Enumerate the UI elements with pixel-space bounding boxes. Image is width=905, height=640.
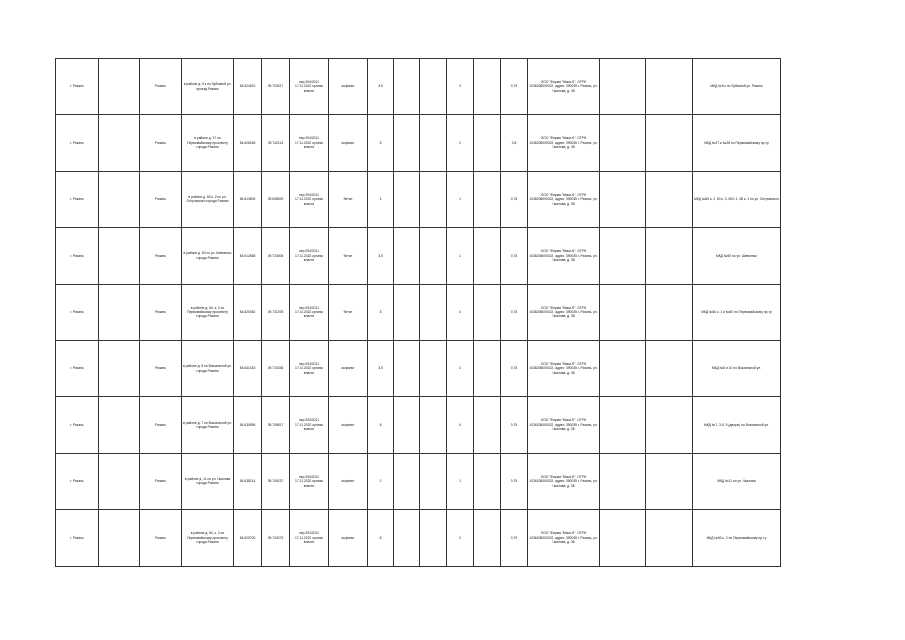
cell-lat: 54.628248 xyxy=(234,115,262,171)
table-row xyxy=(56,510,781,566)
cell-surface: бетон xyxy=(329,284,368,340)
cell-lon: 39.710336 xyxy=(262,340,290,396)
cell-empty xyxy=(99,59,140,115)
cell-empty xyxy=(600,340,646,396)
cell-empty xyxy=(600,171,646,227)
cell-empty xyxy=(420,340,447,396)
cell-empty xyxy=(420,171,447,227)
cell-empty xyxy=(420,397,447,453)
cell-empty xyxy=(99,171,140,227)
cell-empty xyxy=(646,397,693,453)
table-row xyxy=(56,284,781,340)
container-sites-register-table xyxy=(55,58,781,567)
cell-lat: 54.630895 xyxy=(234,397,262,453)
cell-empty xyxy=(420,453,447,509)
cell-empty xyxy=(600,284,646,340)
cell-empty xyxy=(646,115,693,171)
cell-volume: 0,8 xyxy=(501,115,528,171)
cell-volume: 0,75 xyxy=(501,397,528,453)
cell-surface: асфальт xyxy=(329,115,368,171)
cell-address: в районе д. 60, к. 2 по Первомайскому проспекту города Рязани xyxy=(182,284,234,340)
cell-empty xyxy=(474,228,501,284)
cell-empty xyxy=(99,115,140,171)
cell-decision: пер.294/2011 17.11.2022 органы власти xyxy=(290,59,329,115)
cell-empty xyxy=(474,59,501,115)
cell-lon: 39.743275 xyxy=(262,510,290,566)
table-row xyxy=(56,115,781,171)
cell-city: г. Рязань xyxy=(56,59,99,115)
cell-lon: 39.742114 xyxy=(262,115,290,171)
cell-decision: пер.294/2011 17.11.2022 органы власти xyxy=(290,228,329,284)
cell-decision: пер.294/2011 17.11.2022 органы власти xyxy=(290,340,329,396)
cell-city: г. Рязань xyxy=(56,340,99,396)
cell-address: в районе д. 50 по ул. Шевченко города Рязани xyxy=(182,228,234,284)
cell-lat: 54.620700 xyxy=(234,510,262,566)
cell-source: МКД №60 к. 2, 60 к. 3, 60/1 1, 58 к. 1 по ул. Островского xyxy=(693,171,781,227)
cell-empty xyxy=(420,284,447,340)
table-body xyxy=(56,59,781,567)
cell-address: в районе д. 5 к по Зубковой ул. проезд Рязань xyxy=(182,59,234,115)
cell-empty xyxy=(394,340,420,396)
cell-operator: ООО "Фирма "Мика-Н", ОГРН 1036208000022, адрес: 390035 г. Рязань, ул. Чкалова, д. 38 xyxy=(528,453,600,509)
cell-decision: пер.294/2011 17.11.2022 органы власти xyxy=(290,284,329,340)
table-row xyxy=(56,453,781,509)
cell-surface: асфальт xyxy=(329,510,368,566)
cell-address: в районе д. 27 по Первомайскому проспекту города Рязани xyxy=(182,115,234,171)
cell-lon: 39.723406 xyxy=(262,228,290,284)
cell-empty xyxy=(394,284,420,340)
cell-source: МКД №8 и 10 по Вокзальной ул. xyxy=(693,340,781,396)
cell-empty xyxy=(99,340,140,396)
cell-operator: ООО "Фирма "Мика-Н", ОГРН 1036208000022, адрес: 390035 г. Рязань, ул. Чкалова, д. 38 xyxy=(528,340,600,396)
cell-decision: пер.294/2011 17.11.2022 органы власти xyxy=(290,171,329,227)
cell-empty xyxy=(600,115,646,171)
cell-source: МКД №60 к. 2 по Первомайскому пр-ту xyxy=(693,510,781,566)
cell-surface: асфальт xyxy=(329,453,368,509)
cell-locality: Рязань xyxy=(140,397,182,453)
cell-operator: ООО "Фирма "Мика-Н", ОГРН 1036208000022, адрес: 390035 г. Рязань, ул. Чкалова, д. 38 xyxy=(528,510,600,566)
cell-surface: асфальт xyxy=(329,340,368,396)
cell-area: 8 xyxy=(368,284,394,340)
cell-containers: 2 xyxy=(447,510,474,566)
cell-empty xyxy=(646,171,693,227)
cell-empty xyxy=(394,171,420,227)
cell-source: МКД №7, 3-5, 9 (дворы) по Вокзальной ул. xyxy=(693,397,781,453)
cell-operator: ООО "Фирма "Мика-Н", ОГРН 1036208000022, адрес: 390035 г. Рязань, ул. Чкалова, д. 38 xyxy=(528,171,600,227)
cell-area: 3,5 xyxy=(368,340,394,396)
cell-locality: Рязань xyxy=(140,115,182,171)
table-row xyxy=(56,171,781,227)
cell-empty xyxy=(600,453,646,509)
cell-decision: пер.294/2011 17.11.2022 органы власти xyxy=(290,397,329,453)
cell-address: в районе д. 60 к. 2 по ул. Островского города Рязани xyxy=(182,171,234,227)
cell-locality: Рязань xyxy=(140,59,182,115)
cell-source: МКД №60 к. 1 и №60 по Первомайскому пр-ту xyxy=(693,284,781,340)
cell-volume: 0,75 xyxy=(501,59,528,115)
table-row xyxy=(56,340,781,396)
cell-containers: 3 xyxy=(447,59,474,115)
cell-containers: 4 xyxy=(447,397,474,453)
cell-city: г. Рязань xyxy=(56,453,99,509)
cell-volume: 0,75 xyxy=(501,171,528,227)
cell-empty xyxy=(420,510,447,566)
cell-city: г. Рязань xyxy=(56,510,99,566)
cell-volume: 0,75 xyxy=(501,284,528,340)
cell-empty xyxy=(420,115,447,171)
cell-empty xyxy=(99,284,140,340)
cell-empty xyxy=(394,453,420,509)
cell-address: в районе д. 60, к. 2 по Первомайскому проспекту города Рязани xyxy=(182,510,234,566)
cell-empty xyxy=(646,340,693,396)
cell-surface: асфальт xyxy=(329,397,368,453)
cell-empty xyxy=(420,59,447,115)
cell-area: 2 xyxy=(368,453,394,509)
cell-containers: 2 xyxy=(447,340,474,396)
table-row xyxy=(56,397,781,453)
cell-decision: пер.294/2011 17.11.2022 органы власти xyxy=(290,453,329,509)
cell-operator: ООО "Фирма "Мика-Н", ОГРН 1036208000022, адрес: 390035 г. Рязань, ул. Чкалова, д. 38 xyxy=(528,115,600,171)
table-row xyxy=(56,59,781,115)
cell-containers: 1 xyxy=(447,453,474,509)
cell-empty xyxy=(474,340,501,396)
cell-area: 3,5 xyxy=(368,59,394,115)
cell-empty xyxy=(394,228,420,284)
cell-empty xyxy=(394,59,420,115)
cell-lon: 39.703017 xyxy=(262,59,290,115)
cell-lat: 54.638214 xyxy=(234,453,262,509)
cell-city: г. Рязань xyxy=(56,284,99,340)
cell-lon: 39.731293 xyxy=(262,284,290,340)
cell-empty xyxy=(646,284,693,340)
cell-lon: 39.698529 xyxy=(262,171,290,227)
cell-city: г. Рязань xyxy=(56,171,99,227)
cell-containers: 4 xyxy=(447,284,474,340)
cell-containers: 1 xyxy=(447,228,474,284)
cell-operator: ООО "Фирма "Мика-Н", ОГРН 1036208000022, адрес: 390035 г. Рязань, ул. Чкалова, д. 38 xyxy=(528,284,600,340)
cell-empty xyxy=(600,59,646,115)
cell-empty xyxy=(646,510,693,566)
cell-empty xyxy=(474,284,501,340)
cell-empty xyxy=(474,453,501,509)
cell-empty xyxy=(474,397,501,453)
cell-empty xyxy=(99,453,140,509)
cell-volume: 0,75 xyxy=(501,340,528,396)
cell-lon: 39.706237 xyxy=(262,453,290,509)
cell-empty xyxy=(99,397,140,453)
cell-decision: пер.294/2011 17.11.2022 органы власти xyxy=(290,510,329,566)
cell-area: 8 xyxy=(368,510,394,566)
cell-operator: ООО "Фирма "Мика-Н", ОГРН 1036208000022, адрес: 390035 г. Рязань, ул. Чкалова, д. 38 xyxy=(528,397,600,453)
cell-empty xyxy=(600,397,646,453)
cell-empty xyxy=(420,228,447,284)
cell-surface: асфальт xyxy=(329,59,368,115)
cell-source: МКД №27 и №28 по Первомайскому пр-ту xyxy=(693,115,781,171)
cell-source: МКД №50 по ул. Шевченко xyxy=(693,228,781,284)
cell-address: в районе д. 8 по Вокзальной ул. города Рязани xyxy=(182,340,234,396)
cell-lat: 54.631433 xyxy=(234,340,262,396)
cell-empty xyxy=(99,510,140,566)
cell-area: 4 xyxy=(368,171,394,227)
cell-empty xyxy=(600,510,646,566)
cell-surface: бетон xyxy=(329,171,368,227)
cell-empty xyxy=(646,453,693,509)
cell-decision: пер.294/2011 17.11.2022 органы власти xyxy=(290,115,329,171)
cell-containers: 1 xyxy=(447,171,474,227)
cell-volume: 0,75 xyxy=(501,453,528,509)
cell-area: 6 xyxy=(368,115,394,171)
cell-empty xyxy=(99,228,140,284)
cell-address: в районе д. 11 по ул. Чкалова города Рязани xyxy=(182,453,234,509)
cell-operator: ООО "Фирма "Мика-Н", ОГРН 1036208000022, адрес: 390035 г. Рязань, ул. Чкалова, д. 38 xyxy=(528,228,600,284)
cell-lat: 54.612658 xyxy=(234,228,262,284)
cell-city: г. Рязань xyxy=(56,115,99,171)
cell-lat: 54.613605 xyxy=(234,171,262,227)
cell-lat: 54.624510 xyxy=(234,59,262,115)
cell-empty xyxy=(394,510,420,566)
cell-lon: 39.708817 xyxy=(262,397,290,453)
cell-source: МКД №11 по ул. Чкалова xyxy=(693,453,781,509)
cell-locality: Рязань xyxy=(140,171,182,227)
cell-locality: Рязань xyxy=(140,284,182,340)
cell-empty xyxy=(646,59,693,115)
cell-city: г. Рязань xyxy=(56,397,99,453)
cell-empty xyxy=(474,510,501,566)
cell-address: в районе д. 7 по Вокзальной ул. города Рязани xyxy=(182,397,234,453)
cell-volume: 0,75 xyxy=(501,510,528,566)
cell-locality: Рязань xyxy=(140,228,182,284)
cell-empty xyxy=(646,228,693,284)
cell-area: 8 xyxy=(368,397,394,453)
cell-empty xyxy=(394,115,420,171)
cell-empty xyxy=(474,115,501,171)
cell-lat: 54.620082 xyxy=(234,284,262,340)
cell-operator: ООО "Фирма "Мика-Н", ОГРН 1036208000022, адрес: 390035 г. Рязань, ул. Чкалова, д. 38 xyxy=(528,59,600,115)
cell-area: 3,5 xyxy=(368,228,394,284)
cell-empty xyxy=(474,171,501,227)
cell-locality: Рязань xyxy=(140,510,182,566)
cell-surface: бетон xyxy=(329,228,368,284)
cell-containers: 2 xyxy=(447,115,474,171)
cell-empty xyxy=(394,397,420,453)
cell-empty xyxy=(600,228,646,284)
cell-city: г. Рязань xyxy=(56,228,99,284)
cell-locality: Рязань xyxy=(140,340,182,396)
table-row xyxy=(56,228,781,284)
cell-source: МКД №5 к по Зубковой ул. Рязань xyxy=(693,59,781,115)
cell-locality: Рязань xyxy=(140,453,182,509)
cell-volume: 0,75 xyxy=(501,228,528,284)
